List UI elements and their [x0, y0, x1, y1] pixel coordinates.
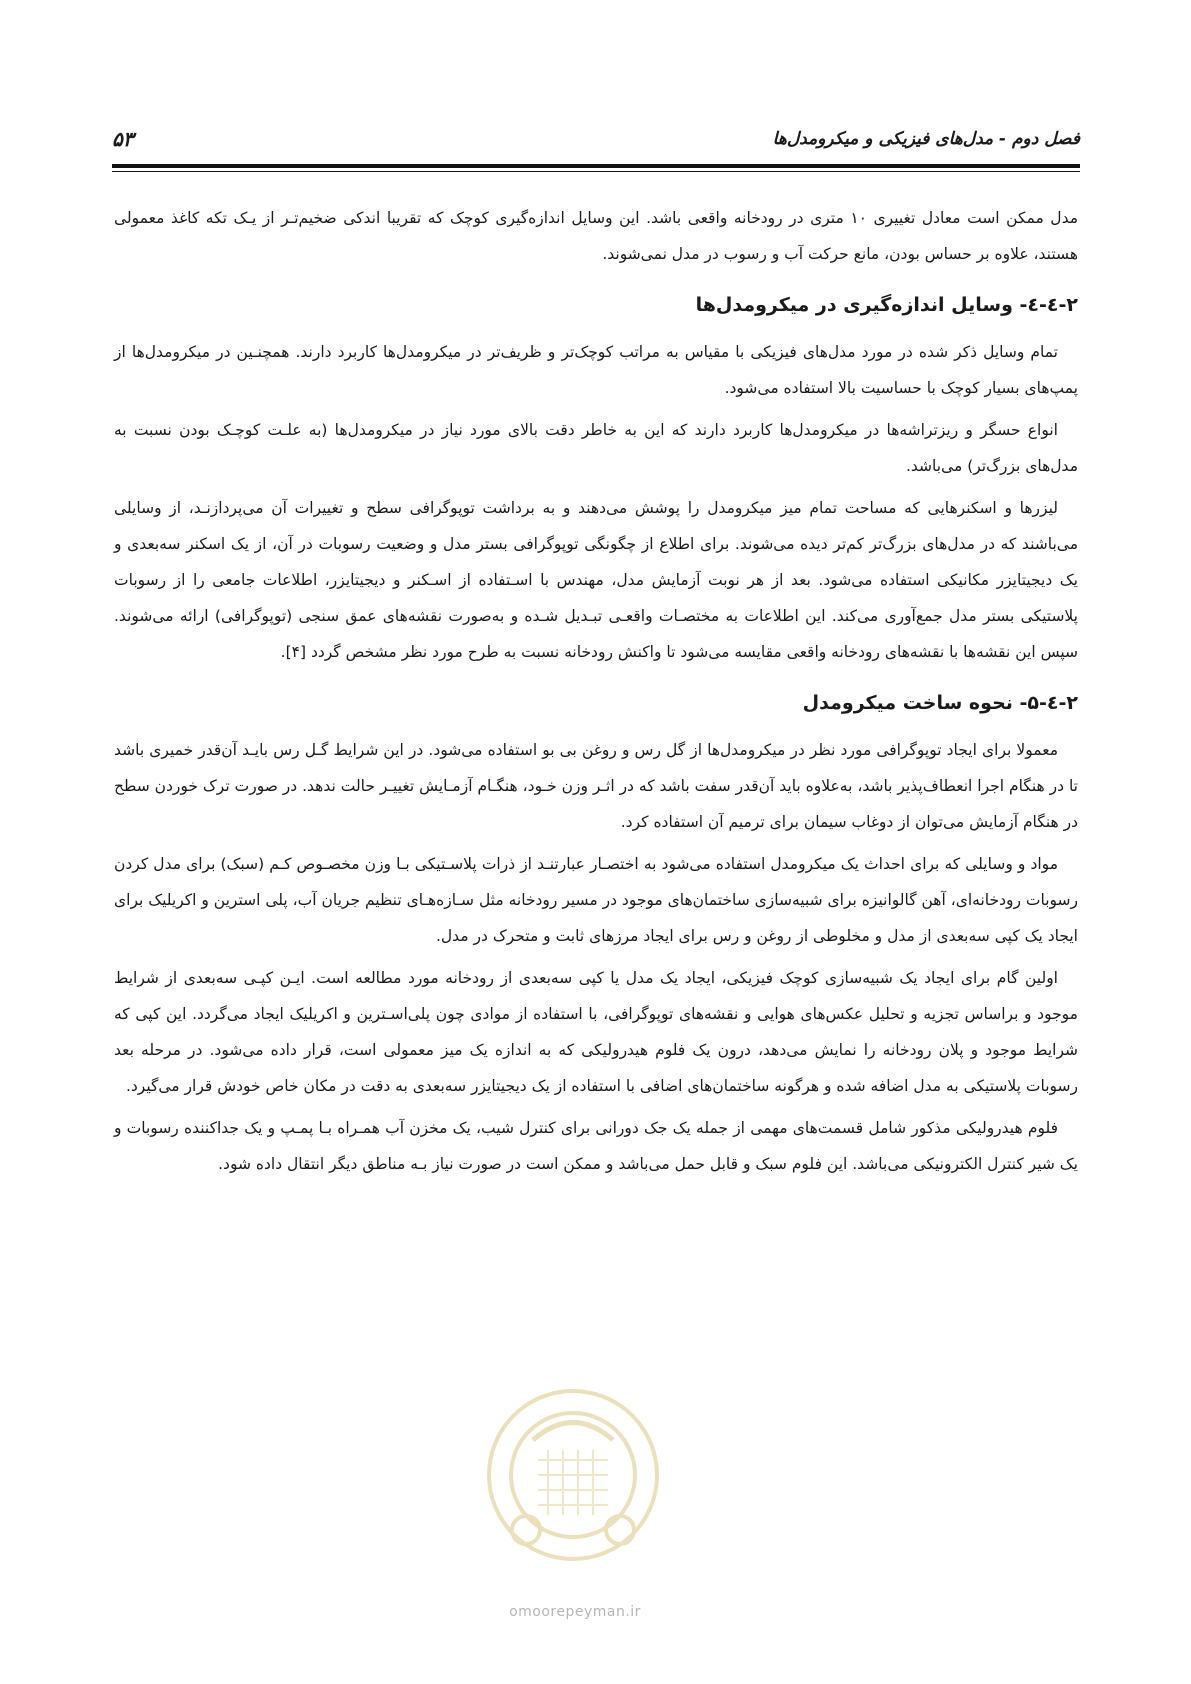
paragraph: مدل ممکن است معادل تغییری ۱۰ متری در رودخانه واقعی باشد. این وسایل اندازه‌گیری کوچک که تقریبا اندکی ضخیم‌تـر از یـک تکه کاغذ معمولی هستند، علاوه بر حساس بودن، مانع حرکت آب و رسوب در مدل نمی‌شوند.: [114, 209, 1079, 263]
watermark-url: omoorepeyman.ir: [509, 1604, 641, 1620]
paragraph: مواد و وسایلی که برای احداث یک میکرومدل استفاده می‌شود به اختصـار عبارتنـد از ذرات پلاسـتیکی بـا وزن مخصـوص کـم (سبک) برای مدل کردن رسوبات رودخانه‌ای، آهن گالوانیزه برای شبیه‌سازی ساختمان‌های موجود در مسیر رودخانه مثل سـازه‌هـای تنظیم جریان آب، پلی استرین و اکریلیک برای ایجاد یک کپی سه‌بعدی از مدل و مخلوطی از روغن و رس برای ایجاد مرزهای ثابت و متحرک در مدل.: [114, 855, 1078, 945]
page-header: [112, 126, 1080, 156]
paragraph: تمام وسایل ذکر شده در مورد مدل‌های فیزیکی با مقیاس به مراتب کوچک‌تر و ظریف‌تر در میکرومدل‌ها کاربرد دارند. همچنـین در میکرومدل‌ها از پمپ‌های بسیار کوچک با حساسیت بالا استفاده می‌شود.: [114, 343, 1078, 397]
paragraph: انواع حسگر و ریزتراشه‌ها در میکرومدل‌ها کاربرد دارند که این به خاطر دقت بالای مورد نیاز در میکرومدل‌ها (به علـت کوچـک بودن نسبت به مدل‌های بزرگ‌تر) می‌باشد.: [114, 421, 1078, 475]
page-body: [114, 200, 1078, 1188]
gear-seal-logo-icon: [478, 1380, 668, 1570]
paragraph: معمولا برای ایجاد توپوگرافی مورد نظر در میکرومدل‌ها از گل رس و روغن بی بو استفاده می‌شود. در این شرایط گـل رس بایـد آن‌قدر خمیری باشد تا در هنگام اجرا انعطاف‌پذیر باشد، به‌علاوه باید آن‌قدر سفت باشد که در اثـر وزن خـود، هنگـام آزمـایش تغییـر حالت ندهد. در صورت ترک خوردن سطح در هنگام آزمایش می‌توان از دوغاب سیمان برای ترمیم آن استفاده کرد.: [114, 741, 1078, 831]
paragraph: فلوم هیدرولیکی مذکور شامل قسمت‌های مهمی از جمله یک جک دورانی برای کنترل شیب، یک مخزن آب همـراه بـا پمـپ و یک جداکننده رسوبات و یک شیر کنترل الکترونیکی می‌باشد. این فلوم سبک و قابل حمل می‌باشد و ممکن است در صورت نیاز بـه مناطق دیگر انتقال داده شود.: [114, 1119, 1078, 1173]
paragraph: لیزرها و اسکنرهایی که مساحت تمام میز میکرومدل را پوشش می‌دهند و به برداشت توپوگرافی سطح و تغییرات آن می‌پردازنـد، از وسایلی می‌باشند که در مدل‌های بزرگ‌تر کم‌تر دیده می‌شوند. برای اطلاع از چگونگی توپوگرافی بستر مدل و وضعیت رسوبات در آن، از یک اسکنر سه‌بعدی و یک دیجیتایزر مکانیکی استفاده می‌شود. بعد از هر نوبت آزمایش مدل، مهندس با اسـتفاده از اسـکنر و دیجیتایزر، اطلاعات جامعی را از رسوبات پلاستیکی بستر مدل جمع‌آوری می‌کند. این اطلاعات به مختصـات واقعـی تبـدیل شـده و به‌صورت نقشه‌های عمق سنجی (توپوگرافی) ارائه می‌شوند. سپس این نقشه‌ها با نقشه‌های رودخانه واقعی مقایسه می‌شود تا واکنش رودخانه نسبت به طرح مورد نظر مشخص گردد [۴].: [114, 499, 1078, 661]
paragraph: اولین گام برای ایجاد یک شبیه‌سازی کوچک فیزیکی، ایجاد یک مدل یا کپی سه‌بعدی از رودخانه مورد مطالعه است. ایـن کپـی سه‌بعدی از شرایط موجود و براساس تجزیه و تحلیل عکس‌های هوایی و نقشه‌های توپوگرافی، با استفاده از موادی چون پلی‌اسـترین و اکریلیک ایجاد می‌گردد. این کپی که شرایط موجود و پلان رودخانه را نمایش می‌دهد، درون یک فلوم هیدرولیکی که به اندازه یک میز معمولی است، قرار داده می‌شود. در مرحله بعد رسوبات پلاستیکی به مدل اضافه شده و هرگونه ساختمان‌های اضافی با استفاده از یک دیجیتایزر سه‌بعدی به دقت در مکان خاص خودش قرار می‌گیرد.: [114, 969, 1078, 1095]
header-rule-thick: [112, 164, 1080, 168]
section-heading: ۲-٤-۵- نحوه ساخت میکرومدل: [802, 692, 1078, 714]
header-rule-thin: [112, 171, 1080, 172]
running-header-title: فصل دوم - مدل‌های فیزیکی و میکرومدل‌ها: [772, 129, 1080, 149]
page-number: ۵۳: [112, 127, 134, 151]
section-heading: ۲-٤-٤- وسایل اندازه‌گیری در میکرومدل‌ها: [695, 294, 1078, 316]
